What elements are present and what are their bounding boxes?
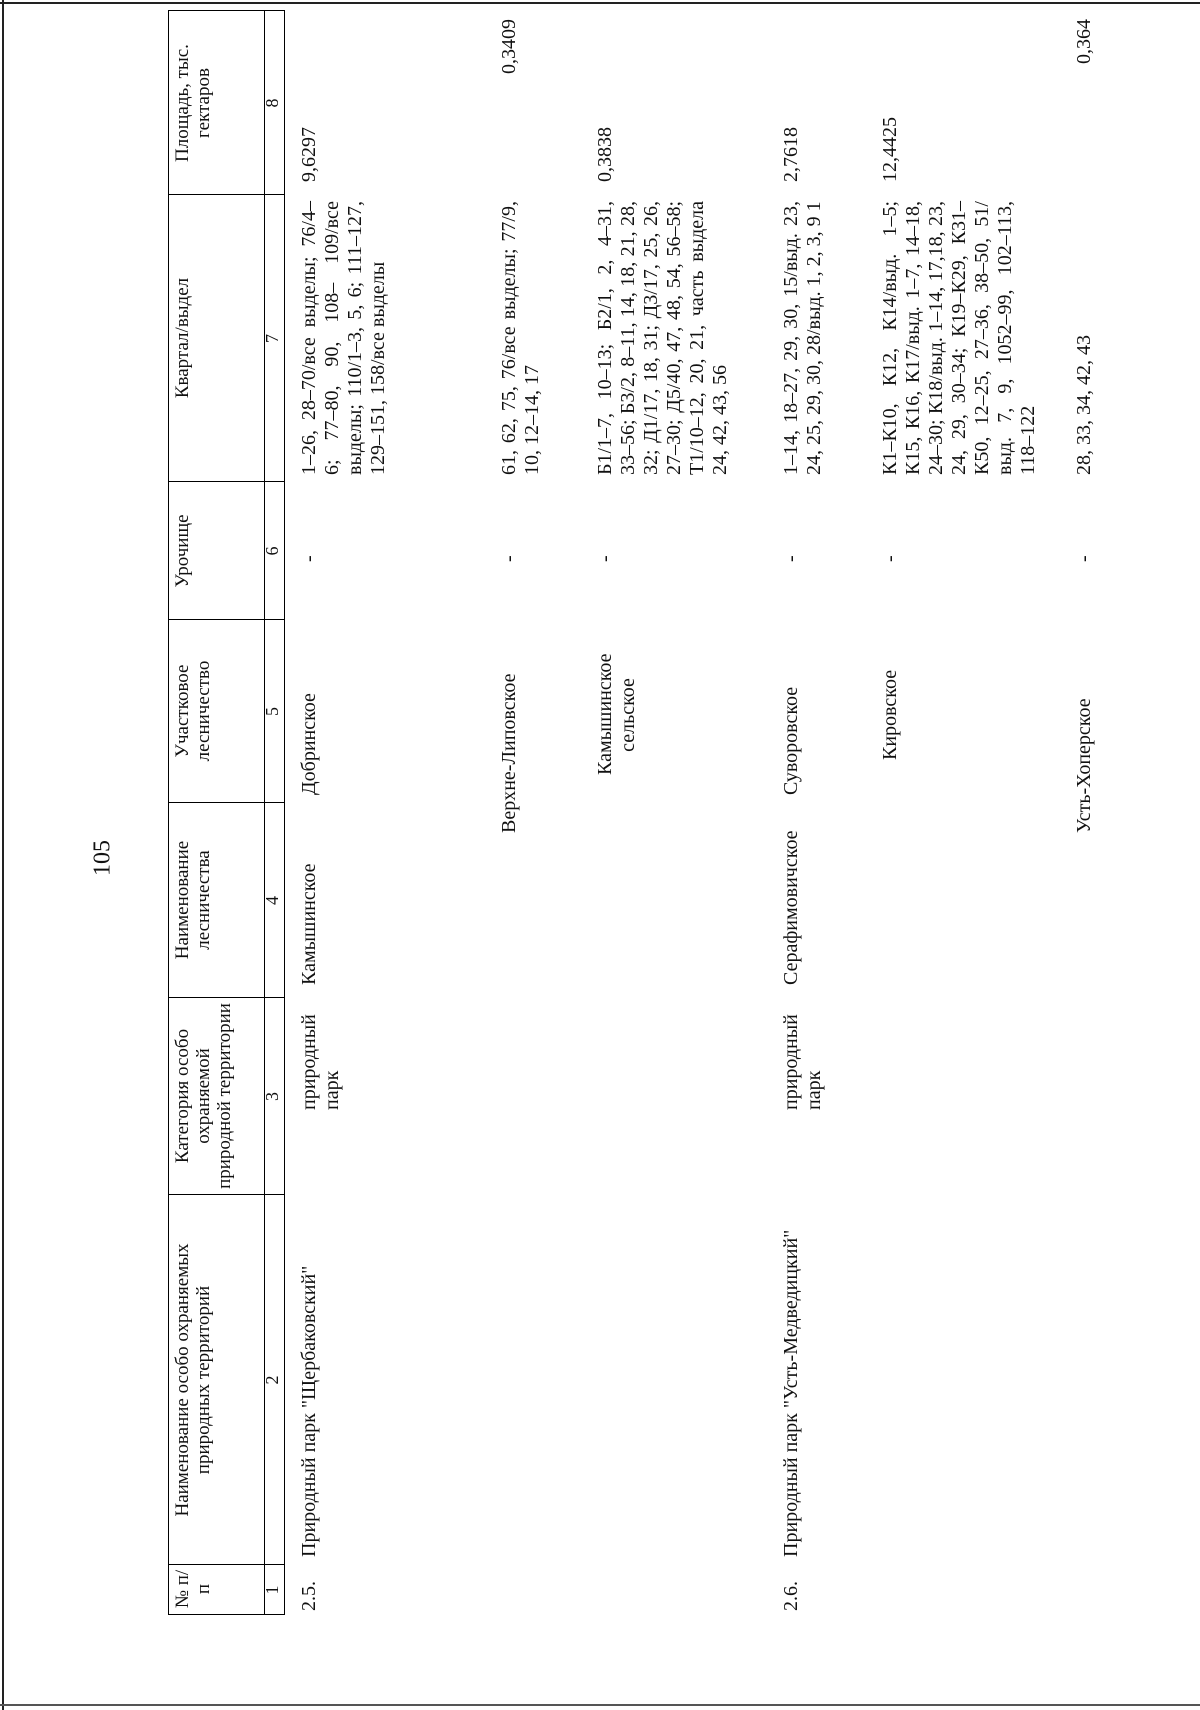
column-number-4: 4	[262, 896, 282, 905]
header-forestry: Наименование лесничества	[172, 840, 214, 960]
row-tract: -	[879, 555, 901, 562]
row-subforestry: Добринское	[298, 693, 320, 795]
header-category: Категория особо охраняемой природной территории	[172, 1003, 235, 1189]
row-category: природный парк	[780, 1014, 825, 1110]
column-number-2: 2	[262, 1375, 282, 1385]
row-area: 0,364	[1073, 19, 1095, 64]
row-tract: -	[1073, 555, 1095, 562]
page-number: 105	[89, 840, 116, 876]
document-sheet	[168, 10, 1133, 1615]
scan-edge-top	[0, 2, 1200, 4]
column-number-3: 3	[262, 1092, 282, 1101]
row-area: 2,7618	[780, 127, 802, 182]
row-category: природный парк	[298, 1014, 343, 1110]
header-num: № п/п	[172, 1569, 214, 1609]
row-subforestry: Суворовское	[780, 686, 802, 795]
row-quarter: 28, 33, 34, 42, 43	[1073, 335, 1095, 475]
row-area: 0,3838	[594, 127, 616, 182]
row-quarter: К1–К10, К12, К14/выд. 1–5; К15, К16, К17/выд. 1–7, 14–18, 24–30; К18/выд. 1–14, 17,18, 23, 24, 29, 30–34; К19–К29, К31–К50, 12–25, 27–36, 38–50, 51/выд. 7, 9, 1052–99, 102–113, 118–122	[879, 201, 1039, 475]
row-area: 0,3409	[498, 19, 520, 74]
column-number-8: 8	[262, 98, 282, 108]
header-name: Наименование особо охраняемых природных территорий	[172, 1243, 214, 1517]
row-quarter: 61, 62, 75, 76/все выделы; 77/9, 10, 12–14, 17	[498, 201, 543, 475]
header-quarter: Квартал/выдел	[172, 277, 193, 399]
column-numbers-bottom-rule	[284, 10, 285, 1615]
row-subforestry: Верхне-Липовское	[498, 673, 520, 833]
row-tract: -	[780, 555, 802, 562]
row-name: Природный парк "Щербаковский"	[298, 1265, 320, 1557]
row-quarter: Б1/1–7, 10–13; Б2/1, 2, 4–31, 33–56; Б3/2, 8–11, 14, 18, 21, 28, 32; Д1/17, 18, 31; Д3/17, 25, 26, 27–30; Д5/40, 47, 48, 54, 56–58; Т1/10–12, 20, 21, часть выдела 24, 42, 43, 56	[594, 201, 731, 475]
column-number-5: 5	[262, 707, 282, 716]
header-area: Площадь, тыс. гектаров	[172, 44, 214, 162]
header-subforestry: Участковое лесничество	[172, 660, 214, 762]
row-forestry: Серафимовичское	[780, 830, 802, 985]
column-number-7: 7	[262, 334, 282, 343]
row-tract: -	[498, 555, 520, 562]
row-quarter: 1–14, 18–27, 29, 30, 15/выд. 23, 24, 25, 29, 30, 28/выд. 1, 2, 3, 9 1	[780, 201, 825, 475]
row-number: 2.6.	[780, 1581, 802, 1611]
row-forestry: Камышинское	[298, 863, 320, 985]
row-subforestry: Кировское	[879, 669, 901, 760]
row-subforestry: Камышинское сельское	[594, 653, 639, 775]
row-quarter: 1–26, 28–70/все выделы; 76/4–6; 77–80, 90, 108– 109/все выделы; 110/1–3, 5, 6; 111–127, 129–151, 158/все выделы	[298, 201, 389, 475]
forestry-table	[168, 10, 1133, 1615]
row-subforestry: Усть-Хоперское	[1073, 698, 1095, 833]
scan-edge-bottom	[0, 1704, 1200, 1706]
table-top-rule	[168, 10, 169, 1615]
column-number-6: 6	[262, 546, 282, 556]
row-area: 9,6297	[298, 127, 320, 182]
row-name: Природный парк "Усть-Медведицкий"	[780, 1229, 802, 1557]
row-tract: -	[298, 555, 320, 562]
row-tract: -	[594, 555, 616, 562]
row-number: 2.5.	[298, 1581, 320, 1611]
header-tract: Урочище	[172, 514, 193, 588]
row-area: 12,4425	[879, 117, 901, 182]
column-number-1: 1	[262, 1585, 282, 1595]
scan-edge-left	[2, 0, 4, 1710]
